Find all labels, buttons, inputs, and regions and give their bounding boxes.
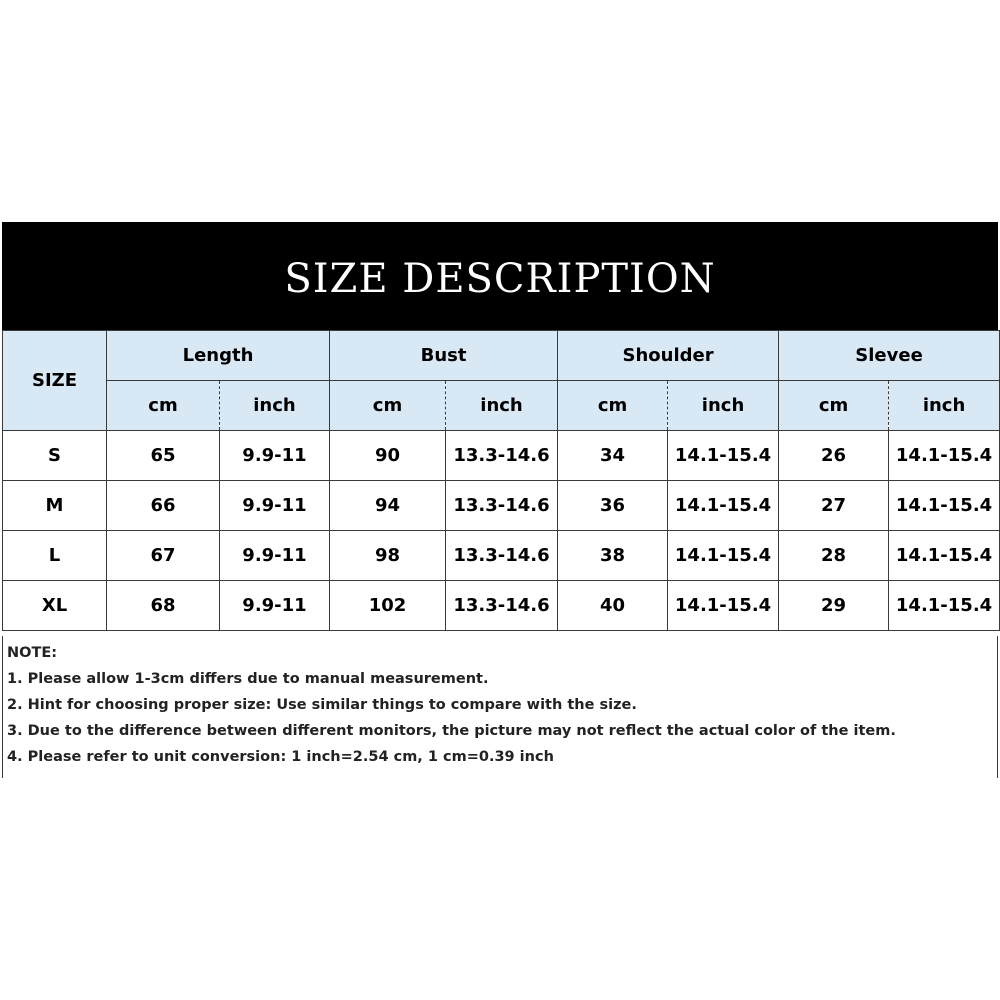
note-item: 2. Hint for choosing proper size: Use similar things to compare with the size. (7, 697, 637, 713)
bust-inch: 13.3-14.6 (446, 531, 558, 581)
notes-section (2, 636, 998, 778)
bust-inch: 13.3-14.6 (446, 431, 558, 481)
size-header: SIZE (3, 331, 107, 431)
sleeve-inch: 14.1-15.4 (889, 531, 1000, 581)
group-header-sleeve: Slevee (779, 331, 1000, 381)
sleeve-inch: 14.1-15.4 (889, 581, 1000, 631)
unit-header-row (3, 381, 1000, 431)
group-header-bust: Bust (330, 331, 558, 381)
note-item: 4. Please refer to unit conversion: 1 inch=2.54 cm, 1 cm=0.39 inch (7, 749, 554, 765)
length-cm: 67 (107, 531, 220, 581)
bust-cm: 90 (330, 431, 446, 481)
table-row (3, 581, 1000, 631)
length-cm: 68 (107, 581, 220, 631)
title-banner (2, 222, 998, 330)
group-header-length: Length (107, 331, 330, 381)
shoulder-inch: 14.1-15.4 (668, 481, 779, 531)
sleeve-inch: 14.1-15.4 (889, 431, 1000, 481)
length-inch: 9.9-11 (220, 481, 330, 531)
bust-cm: 98 (330, 531, 446, 581)
page-title: SIZE DESCRIPTION (284, 256, 716, 302)
shoulder-cm: 36 (558, 481, 668, 531)
shoulder-inch: 14.1-15.4 (668, 581, 779, 631)
shoulder-cm: 38 (558, 531, 668, 581)
notes-heading: NOTE: (7, 645, 58, 661)
bust-inch: 13.3-14.6 (446, 581, 558, 631)
bust-cm: 102 (330, 581, 446, 631)
length-cm: 66 (107, 481, 220, 531)
size-chart-table (2, 330, 1000, 631)
length-inch: 9.9-11 (220, 531, 330, 581)
bust-inch: 13.3-14.6 (446, 481, 558, 531)
note-item: 1. Please allow 1-3cm differs due to manual measurement. (7, 671, 489, 687)
length-inch: 9.9-11 (220, 431, 330, 481)
group-header-shoulder: Shoulder (558, 331, 779, 381)
size-label: M (3, 481, 107, 531)
length-inch: 9.9-11 (220, 581, 330, 631)
unit-header-cm: cm (558, 381, 668, 431)
shoulder-cm: 40 (558, 581, 668, 631)
unit-header-inch: inch (668, 381, 779, 431)
size-label: L (3, 531, 107, 581)
table-row (3, 431, 1000, 481)
sleeve-cm: 28 (779, 531, 889, 581)
shoulder-cm: 34 (558, 431, 668, 481)
unit-header-cm: cm (107, 381, 220, 431)
unit-header-inch: inch (446, 381, 558, 431)
shoulder-inch: 14.1-15.4 (668, 431, 779, 481)
shoulder-inch: 14.1-15.4 (668, 531, 779, 581)
unit-header-inch: inch (889, 381, 1000, 431)
sleeve-cm: 29 (779, 581, 889, 631)
unit-header-inch: inch (220, 381, 330, 431)
table-row (3, 531, 1000, 581)
sleeve-cm: 26 (779, 431, 889, 481)
sleeve-inch: 14.1-15.4 (889, 481, 1000, 531)
size-label: XL (3, 581, 107, 631)
bust-cm: 94 (330, 481, 446, 531)
size-label: S (3, 431, 107, 481)
unit-header-cm: cm (330, 381, 446, 431)
table-row (3, 481, 1000, 531)
sleeve-cm: 27 (779, 481, 889, 531)
unit-header-cm: cm (779, 381, 889, 431)
note-item: 3. Due to the difference between different monitors, the picture may not reflect the actual color of the item. (7, 723, 896, 739)
group-header-row (3, 331, 1000, 381)
length-cm: 65 (107, 431, 220, 481)
